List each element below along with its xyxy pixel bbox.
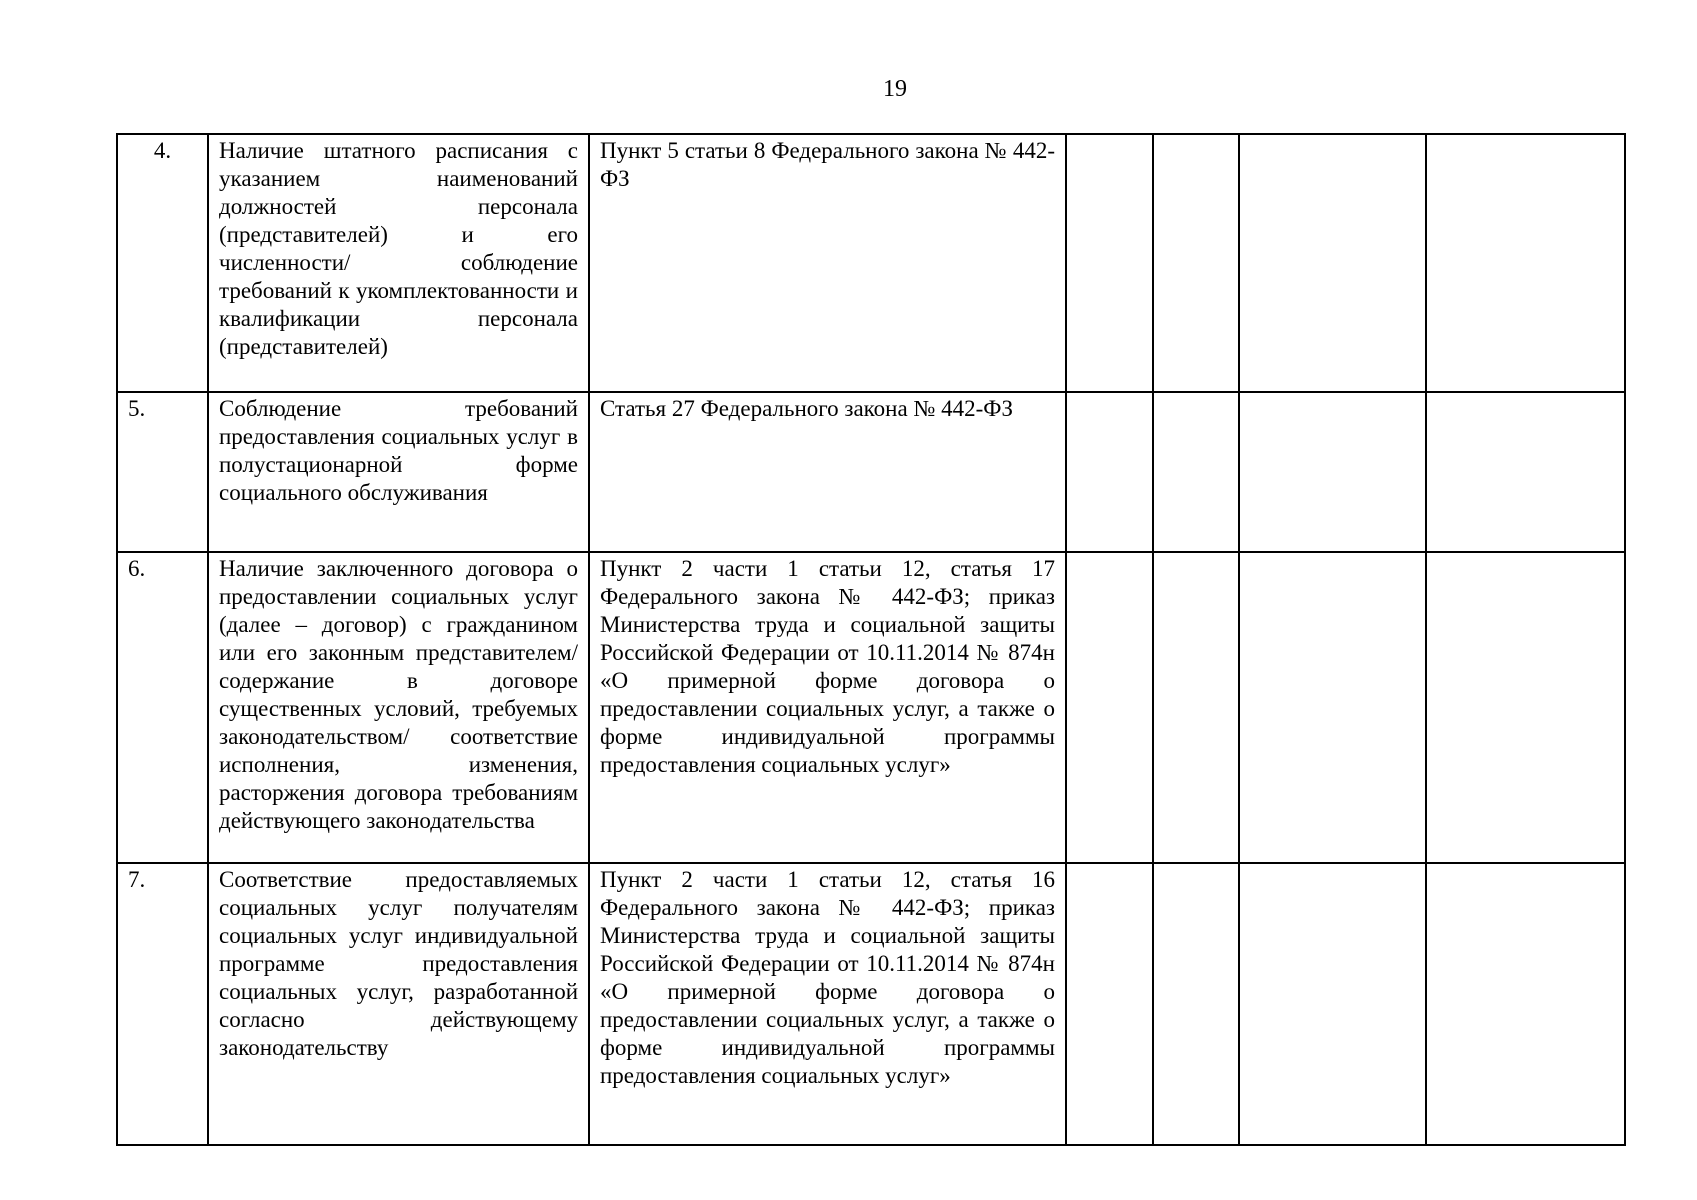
legal-basis-cell: Пункт 2 части 1 статьи 12, статья 16 Федерального закона № 442-ФЗ; приказ Министерства труда и социальной защиты Российской Федерации от 10.11.2014 № 874н «О примерной форме договора о предоставлении социальных услуг, а также о форме индивидуальной программы предоставления социальных услуг» [589, 863, 1066, 1145]
empty-cell [1426, 552, 1625, 863]
empty-cell [1426, 392, 1625, 552]
legal-basis-cell: Статья 27 Федерального закона № 442-ФЗ [589, 392, 1066, 552]
empty-cell [1066, 392, 1153, 552]
table-row [117, 552, 1625, 863]
legal-basis-cell: Пункт 2 части 1 статьи 12, статья 17 Федерального закона № 442-ФЗ; приказ Министерства труда и социальной защиты Российской Федерации от 10.11.2014 № 874н «О примерной форме договора о предоставлении социальных услуг, а также о форме индивидуальной программы предоставления социальных услуг» [589, 552, 1066, 863]
requirement-cell: Соответствие предоставляемых социальных услуг получателям социальных услуг индивидуальной программе предоставления социальных услуг, разработанной согласно действующему законодательству [208, 863, 589, 1145]
empty-cell [1153, 392, 1239, 552]
empty-cell [1426, 134, 1625, 392]
legal-basis-cell: Пункт 5 статьи 8 Федерального закона № 442-ФЗ [589, 134, 1066, 392]
requirement-cell: Наличие заключенного договора о предоставлении социальных услуг (далее – договор) с гражданином или его законным представителем/ содержание в договоре существенных условий, требуемых законодательством/ соответствие исполнения, изменения, расторжения договора требованиям действующего законодательства [208, 552, 589, 863]
empty-cell [1239, 863, 1426, 1145]
empty-cell [1066, 863, 1153, 1145]
requirement-cell: Соблюдение требований предоставления социальных услуг в полустационарной форме социального обслуживания [208, 392, 589, 552]
empty-cell [1239, 552, 1426, 863]
requirement-cell: Наличие штатного расписания с указанием наименований должностей персонала (представителей) и его численности/ соблюдение требований к укомплектованности и квалификации персонала (представителей) [208, 134, 589, 392]
checklist-table [116, 133, 1626, 1146]
table-row [117, 134, 1625, 392]
empty-cell [1153, 863, 1239, 1145]
empty-cell [1239, 392, 1426, 552]
empty-cell [1426, 863, 1625, 1145]
table-row [117, 863, 1625, 1145]
empty-cell [1239, 134, 1426, 392]
row-number: 5. [117, 392, 208, 552]
row-number: 4. [117, 134, 208, 392]
page-number: 19 [883, 76, 907, 102]
empty-cell [1153, 552, 1239, 863]
row-number: 7. [117, 863, 208, 1145]
empty-cell [1066, 552, 1153, 863]
row-number: 6. [117, 552, 208, 863]
table-row [117, 392, 1625, 552]
empty-cell [1153, 134, 1239, 392]
empty-cell [1066, 134, 1153, 392]
